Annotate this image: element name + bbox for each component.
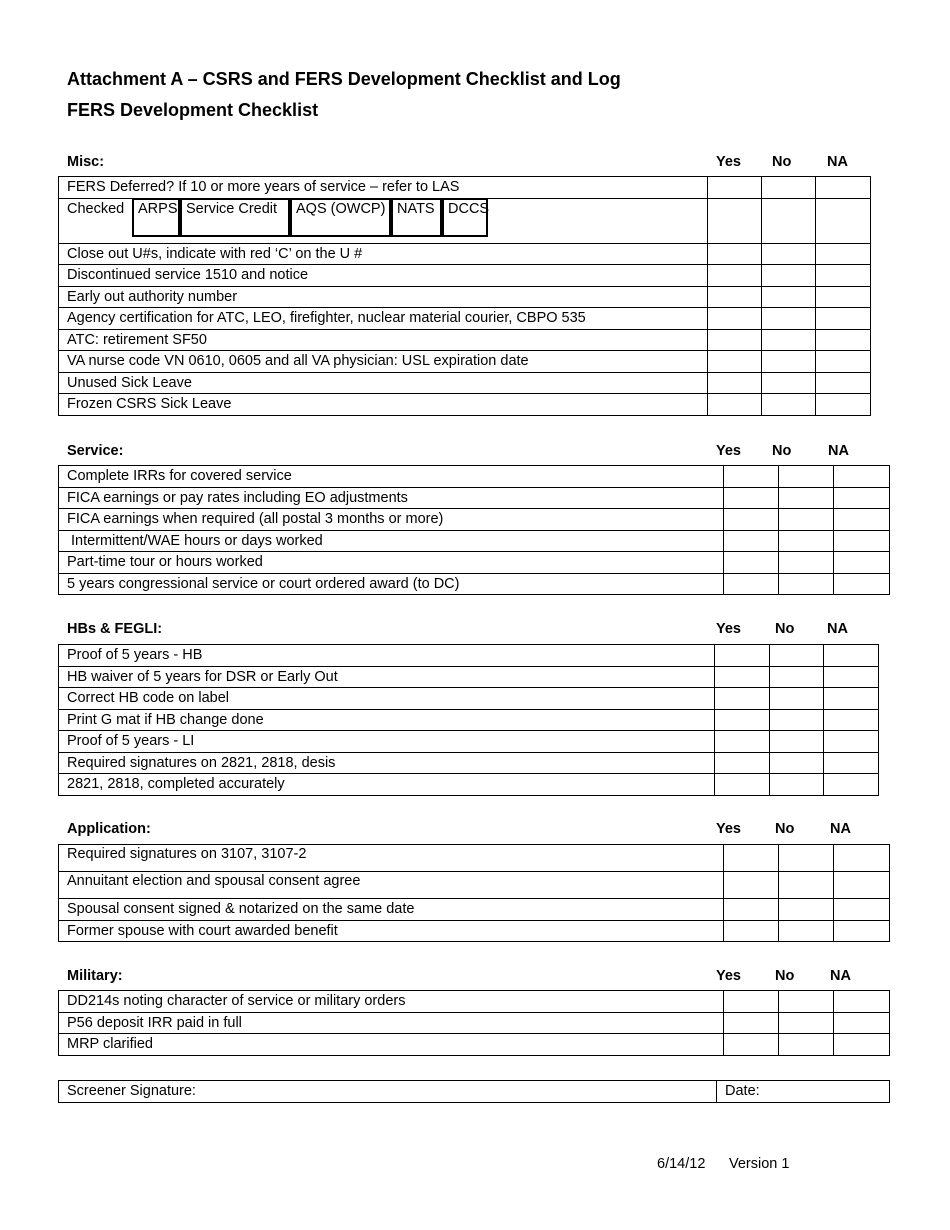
- no-checkbox[interactable]: [779, 991, 834, 1013]
- table-row: [59, 466, 890, 488]
- no-checkbox[interactable]: [779, 920, 834, 942]
- na-checkbox[interactable]: [834, 991, 890, 1013]
- footer-version: Version 1: [729, 1156, 790, 1172]
- yes-checkbox[interactable]: [708, 286, 762, 308]
- na-checkbox[interactable]: [816, 177, 871, 199]
- misc-row-label: Discontinued service 1510 and notice: [59, 265, 708, 287]
- table-row: [59, 1081, 890, 1103]
- yes-checkbox[interactable]: [724, 1034, 779, 1056]
- yes-checkbox[interactable]: [724, 530, 779, 552]
- hbs-row-label: Proof of 5 years - HB: [59, 645, 715, 667]
- table-row: [59, 752, 879, 774]
- no-checkbox[interactable]: [762, 394, 816, 416]
- no-checkbox[interactable]: [762, 308, 816, 330]
- na-checkbox[interactable]: [834, 920, 890, 942]
- application-row-label: Former spouse with court awarded benefit: [59, 920, 724, 942]
- military-heading: Military:: [67, 968, 123, 984]
- yes-checkbox[interactable]: [715, 731, 770, 753]
- hbs-table: [58, 644, 879, 796]
- table-row: [59, 688, 879, 710]
- option-arps[interactable]: ARPS: [132, 199, 180, 237]
- application-col-yes: Yes: [716, 821, 741, 837]
- na-checkbox[interactable]: [834, 899, 890, 921]
- yes-checkbox[interactable]: [715, 752, 770, 774]
- yes-checkbox[interactable]: [724, 991, 779, 1013]
- misc-row-label: FERS Deferred? If 10 or more years of service – refer to LAS: [59, 177, 708, 199]
- option-aqs-owcp[interactable]: AQS (OWCP): [290, 199, 391, 237]
- na-checkbox[interactable]: [824, 709, 879, 731]
- table-row: [59, 329, 871, 351]
- hbs-col-na: NA: [827, 621, 848, 637]
- yes-checkbox[interactable]: [708, 308, 762, 330]
- no-checkbox[interactable]: [770, 645, 824, 667]
- yes-checkbox[interactable]: [724, 509, 779, 531]
- military-col-na: NA: [830, 968, 851, 984]
- yes-checkbox[interactable]: [724, 899, 779, 921]
- screener-signature-field[interactable]: Screener Signature:: [59, 1081, 717, 1103]
- military-col-no: No: [775, 968, 795, 984]
- table-row: [59, 731, 879, 753]
- application-table: [58, 844, 890, 942]
- signature-table: [58, 1080, 890, 1103]
- na-checkbox[interactable]: [824, 688, 879, 710]
- misc-col-no: No: [772, 154, 792, 170]
- na-checkbox[interactable]: [824, 774, 879, 796]
- na-checkbox[interactable]: [834, 1012, 890, 1034]
- option-service-credit[interactable]: Service Credit: [180, 199, 290, 237]
- yes-checkbox[interactable]: [724, 573, 779, 595]
- na-checkbox[interactable]: [824, 752, 879, 774]
- no-checkbox[interactable]: [762, 198, 816, 243]
- na-checkbox[interactable]: [834, 509, 890, 531]
- page-title: Attachment A – CSRS and FERS Development Checklist and Log: [67, 69, 621, 89]
- na-checkbox[interactable]: [834, 487, 890, 509]
- na-checkbox[interactable]: [816, 308, 871, 330]
- yes-checkbox[interactable]: [708, 329, 762, 351]
- hbs-row-label: Correct HB code on label: [59, 688, 715, 710]
- table-row: [59, 573, 890, 595]
- na-checkbox[interactable]: [816, 329, 871, 351]
- yes-checkbox[interactable]: [724, 552, 779, 574]
- service-heading: Service:: [67, 443, 124, 459]
- option-dccs[interactable]: DCCS: [442, 199, 488, 237]
- application-row-label: Spousal consent signed & notarized on the same date: [59, 899, 724, 921]
- yes-checkbox[interactable]: [724, 1012, 779, 1034]
- service-row-label: Intermittent/WAE hours or days worked: [59, 530, 724, 552]
- no-checkbox[interactable]: [770, 752, 824, 774]
- hbs-row-label: 2821, 2818, completed accurately: [59, 774, 715, 796]
- no-checkbox[interactable]: [770, 709, 824, 731]
- table-row: [59, 509, 890, 531]
- yes-checkbox[interactable]: [715, 688, 770, 710]
- table-row: [59, 845, 890, 872]
- misc-row-label: Unused Sick Leave: [59, 372, 708, 394]
- table-row: [59, 243, 871, 265]
- service-row-label: Part-time tour or hours worked: [59, 552, 724, 574]
- application-col-no: No: [775, 821, 795, 837]
- misc-col-yes: Yes: [716, 154, 741, 170]
- hbs-row-label: Print G mat if HB change done: [59, 709, 715, 731]
- no-checkbox[interactable]: [762, 177, 816, 199]
- na-checkbox[interactable]: [834, 845, 890, 872]
- service-row-label: Complete IRRs for covered service: [59, 466, 724, 488]
- yes-checkbox[interactable]: [708, 394, 762, 416]
- table-row: [59, 872, 890, 899]
- no-checkbox[interactable]: [762, 351, 816, 373]
- hbs-col-no: No: [775, 621, 795, 637]
- no-checkbox[interactable]: [770, 666, 824, 688]
- na-checkbox[interactable]: [834, 872, 890, 899]
- no-checkbox[interactable]: [762, 265, 816, 287]
- table-row: [59, 552, 890, 574]
- yes-checkbox[interactable]: [724, 872, 779, 899]
- footer-date: 6/14/12: [657, 1156, 706, 1172]
- table-row: [59, 530, 890, 552]
- misc-row-label: ATC: retirement SF50: [59, 329, 708, 351]
- table-row: [59, 645, 879, 667]
- table-row: [59, 666, 879, 688]
- misc-row-label: Early out authority number: [59, 286, 708, 308]
- yes-checkbox[interactable]: [708, 198, 762, 243]
- na-checkbox[interactable]: [824, 645, 879, 667]
- table-row: [59, 1034, 890, 1056]
- service-row-label: 5 years congressional service or court ordered award (to DC): [59, 573, 724, 595]
- no-checkbox[interactable]: [779, 1034, 834, 1056]
- table-row: [59, 774, 879, 796]
- misc-heading: Misc:: [67, 154, 105, 170]
- yes-checkbox[interactable]: [715, 666, 770, 688]
- misc-row-label: Close out U#s, indicate with red ‘C’ on the U #: [59, 243, 708, 265]
- table-row: [59, 372, 871, 394]
- na-checkbox[interactable]: [834, 1034, 890, 1056]
- table-row: [59, 394, 871, 416]
- table-row: [59, 991, 890, 1013]
- no-checkbox[interactable]: [770, 774, 824, 796]
- table-row: [59, 709, 879, 731]
- page-subtitle: FERS Development Checklist: [67, 100, 319, 120]
- military-table: [58, 990, 890, 1056]
- no-checkbox[interactable]: [762, 329, 816, 351]
- military-row-label: DD214s noting character of service or military orders: [59, 991, 724, 1013]
- service-col-yes: Yes: [716, 443, 741, 459]
- yes-checkbox[interactable]: [708, 351, 762, 373]
- service-table: [58, 465, 890, 595]
- na-checkbox[interactable]: [816, 372, 871, 394]
- no-checkbox[interactable]: [779, 573, 834, 595]
- table-row: [59, 286, 871, 308]
- service-col-na: NA: [828, 443, 849, 459]
- na-checkbox[interactable]: [824, 666, 879, 688]
- no-checkbox[interactable]: [779, 899, 834, 921]
- military-row-label: MRP clarified: [59, 1034, 724, 1056]
- yes-checkbox[interactable]: [724, 466, 779, 488]
- no-checkbox[interactable]: [779, 487, 834, 509]
- service-col-no: No: [772, 443, 792, 459]
- yes-checkbox[interactable]: [715, 774, 770, 796]
- application-row-label: Required signatures on 3107, 3107-2: [59, 845, 724, 872]
- hbs-col-yes: Yes: [716, 621, 741, 637]
- no-checkbox[interactable]: [779, 552, 834, 574]
- misc-row-label: Frozen CSRS Sick Leave: [59, 394, 708, 416]
- table-row: [59, 177, 871, 199]
- na-checkbox[interactable]: [834, 573, 890, 595]
- na-checkbox[interactable]: [816, 198, 871, 243]
- yes-checkbox[interactable]: [708, 243, 762, 265]
- yes-checkbox[interactable]: [715, 645, 770, 667]
- misc-col-na: NA: [827, 154, 848, 170]
- application-heading: Application:: [67, 821, 151, 837]
- military-row-label: P56 deposit IRR paid in full: [59, 1012, 724, 1034]
- na-checkbox[interactable]: [816, 351, 871, 373]
- na-checkbox[interactable]: [816, 286, 871, 308]
- date-field[interactable]: Date:: [717, 1081, 890, 1103]
- yes-checkbox[interactable]: [724, 920, 779, 942]
- checked-label: Checked: [67, 201, 125, 217]
- no-checkbox[interactable]: [779, 530, 834, 552]
- no-checkbox[interactable]: [762, 243, 816, 265]
- na-checkbox[interactable]: [834, 466, 890, 488]
- yes-checkbox[interactable]: [724, 487, 779, 509]
- no-checkbox[interactable]: [779, 845, 834, 872]
- misc-row-label: Agency certification for ATC, LEO, firefighter, nuclear material courier, CBPO 535: [59, 308, 708, 330]
- na-checkbox[interactable]: [834, 530, 890, 552]
- no-checkbox[interactable]: [779, 509, 834, 531]
- na-checkbox[interactable]: [816, 265, 871, 287]
- no-checkbox[interactable]: [762, 372, 816, 394]
- table-row: [59, 920, 890, 942]
- na-checkbox[interactable]: [816, 243, 871, 265]
- military-col-yes: Yes: [716, 968, 741, 984]
- option-nats[interactable]: NATS: [391, 199, 442, 237]
- na-checkbox[interactable]: [834, 552, 890, 574]
- application-col-na: NA: [830, 821, 851, 837]
- table-row: [59, 487, 890, 509]
- table-row: [59, 308, 871, 330]
- no-checkbox[interactable]: [770, 688, 824, 710]
- yes-checkbox[interactable]: [708, 372, 762, 394]
- table-row: [59, 1012, 890, 1034]
- service-row-label: FICA earnings or pay rates including EO adjustments: [59, 487, 724, 509]
- application-row-label: Annuitant election and spousal consent agree: [59, 872, 724, 899]
- na-checkbox[interactable]: [816, 394, 871, 416]
- yes-checkbox[interactable]: [708, 265, 762, 287]
- hbs-row-label: Required signatures on 2821, 2818, desis: [59, 752, 715, 774]
- hbs-row-label: Proof of 5 years - LI: [59, 731, 715, 753]
- no-checkbox[interactable]: [779, 466, 834, 488]
- table-row: [59, 899, 890, 921]
- misc-row-label: VA nurse code VN 0610, 0605 and all VA physician: USL expiration date: [59, 351, 708, 373]
- na-checkbox[interactable]: [824, 731, 879, 753]
- table-row: [59, 351, 871, 373]
- table-row: [59, 265, 871, 287]
- no-checkbox[interactable]: [779, 872, 834, 899]
- no-checkbox[interactable]: [770, 731, 824, 753]
- yes-checkbox[interactable]: [708, 177, 762, 199]
- hbs-heading: HBs & FEGLI:: [67, 621, 163, 637]
- no-checkbox[interactable]: [779, 1012, 834, 1034]
- yes-checkbox[interactable]: [724, 845, 779, 872]
- service-row-label: FICA earnings when required (all postal 3 months or more): [59, 509, 724, 531]
- yes-checkbox[interactable]: [715, 709, 770, 731]
- hbs-row-label: HB waiver of 5 years for DSR or Early Out: [59, 666, 715, 688]
- no-checkbox[interactable]: [762, 286, 816, 308]
